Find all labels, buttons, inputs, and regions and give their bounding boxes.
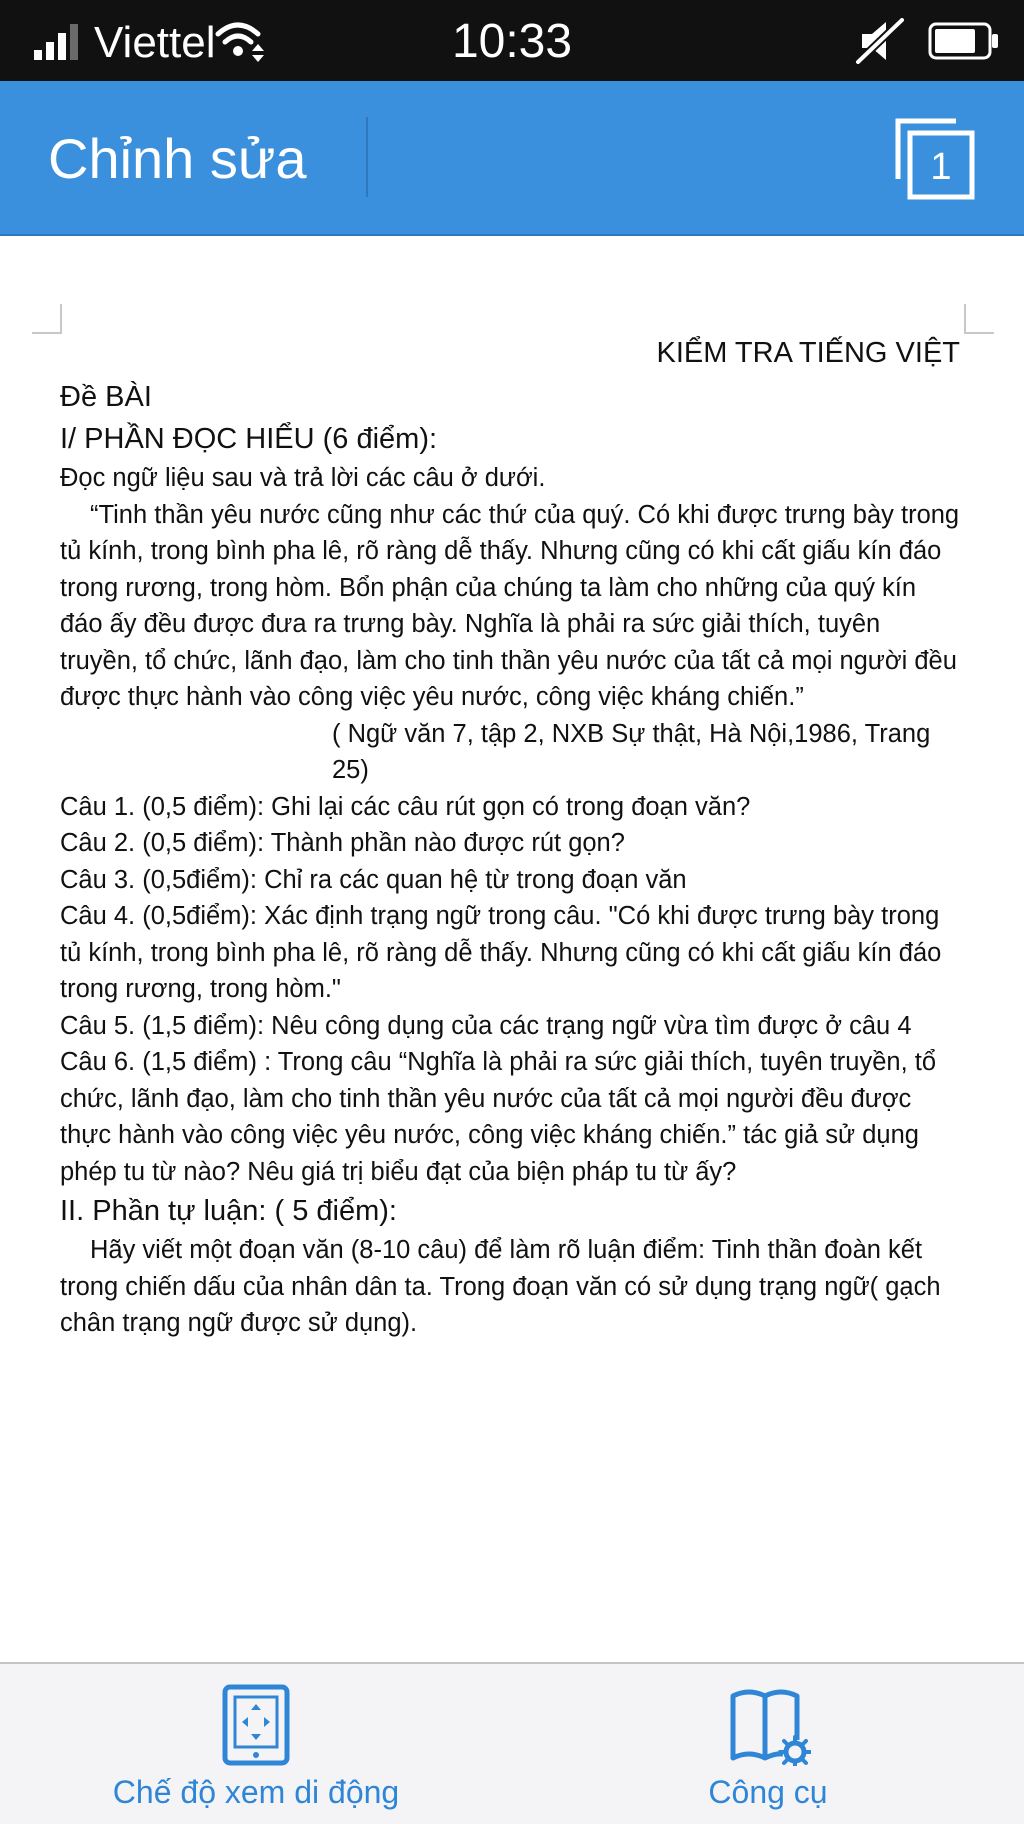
question-6: Câu 6. (1,5 điểm) : Trong câu “Nghĩa là phải ra sức giải thích, tuyên truyền, tổ chức, lãnh đạo, làm cho tinh thần yêu nước của tất cả mọi người đều được thực hành vào công việc yêu nước, công việc kháng chiến.” tác giả sử dụng phép tu từ nào? Nêu giá trị biểu đạt của biện pháp tu từ ấy? xyxy=(60,1048,937,1186)
carrier-name: Viettel xyxy=(94,18,216,67)
document-body xyxy=(60,332,960,1342)
mute-icon xyxy=(854,18,906,64)
part2-heading: II. Phần tự luận: ( 5 điểm): xyxy=(60,1195,397,1227)
page-corner-marker xyxy=(32,304,62,334)
question-1: Câu 1. (0,5 điểm): Ghi lại các câu rút gọn có trong đoạn văn? xyxy=(60,792,751,821)
tools-button[interactable] xyxy=(568,1684,968,1824)
instruction: Đọc ngữ liệu sau và trả lời các câu ở dưới. xyxy=(60,464,546,492)
question-4: Câu 4. (0,5điểm): Xác định trạng ngữ trong câu. "Có khi được trưng bày trong tủ kính, trong bình pha lê, rõ ràng dễ thấy. Nhưng cũng có khi cất giấu kín đáo trong rương, trong hòm." xyxy=(60,902,942,1003)
page-count-number: 1 xyxy=(930,146,952,188)
document-page[interactable] xyxy=(0,236,1024,1662)
mobile-view-icon xyxy=(221,1684,291,1766)
battery-icon xyxy=(928,22,1000,60)
part1-heading: I/ PHẦN ĐỌC HIỂU (6 điểm): xyxy=(60,423,438,455)
bottom-toolbar xyxy=(0,1662,1024,1824)
passage: “Tinh thần yêu nước cũng như các thứ của quý. Có khi được trưng bày trong tủ kính, trong bình pha lê, rõ ràng dễ thấy. Nhưng cũng có khi cất giấu kín đáo trong rương, trong hòm. Bổn phận của chúng ta làm cho những của quý kín đáo ấy đều được đưa ra trưng bày. Nghĩa là phải ra sức giải thích, tuyên truyền, tổ chức, lãnh đạo, làm cho tinh thần yêu nước của tất cả mọi người đều được thực hành vào công việc yêu nước, công việc kháng chiến.” xyxy=(60,500,960,711)
mobile-view-label: Chế độ xem di động xyxy=(112,1774,400,1810)
de-bai-heading: Đề BÀI xyxy=(60,381,152,413)
essay-prompt: Hãy viết một đoạn văn (8-10 câu) để làm rõ luận điểm: Tinh thần đoàn kết trong chiến dấu của nhân dân ta. Trong đoạn văn có sử dụng trạng ngữ( gạch chân trạng ngữ được sử dụng). xyxy=(60,1236,941,1337)
tools-icon xyxy=(725,1684,811,1766)
question-2: Câu 2. (0,5 điểm): Thành phần nào được rút gọn? xyxy=(60,829,625,857)
tools-label: Công cụ xyxy=(708,1774,828,1810)
status-bar xyxy=(0,0,1024,81)
exam-title: KIỂM TRA TIẾNG VIỆT xyxy=(656,337,960,369)
app-header xyxy=(0,81,1024,236)
edit-title[interactable]: Chỉnh sửa xyxy=(48,127,307,190)
passage-source: ( Ngữ văn 7, tập 2, NXB Sự thật, Hà Nội,1986, Trang 25) xyxy=(332,719,931,784)
question-5: Câu 5. (1,5 điểm): Nêu công dụng của các trạng ngữ vừa tìm được ở câu 4 xyxy=(60,1011,912,1040)
question-3: Câu 3. (0,5điểm): Chỉ ra các quan hệ từ trong đoạn văn xyxy=(60,865,687,894)
page-corner-marker xyxy=(964,304,994,334)
mobile-view-button[interactable] xyxy=(56,1684,456,1824)
clock: 10:33 xyxy=(451,15,573,68)
header-divider xyxy=(366,117,368,197)
page-count-icon[interactable] xyxy=(892,117,978,203)
